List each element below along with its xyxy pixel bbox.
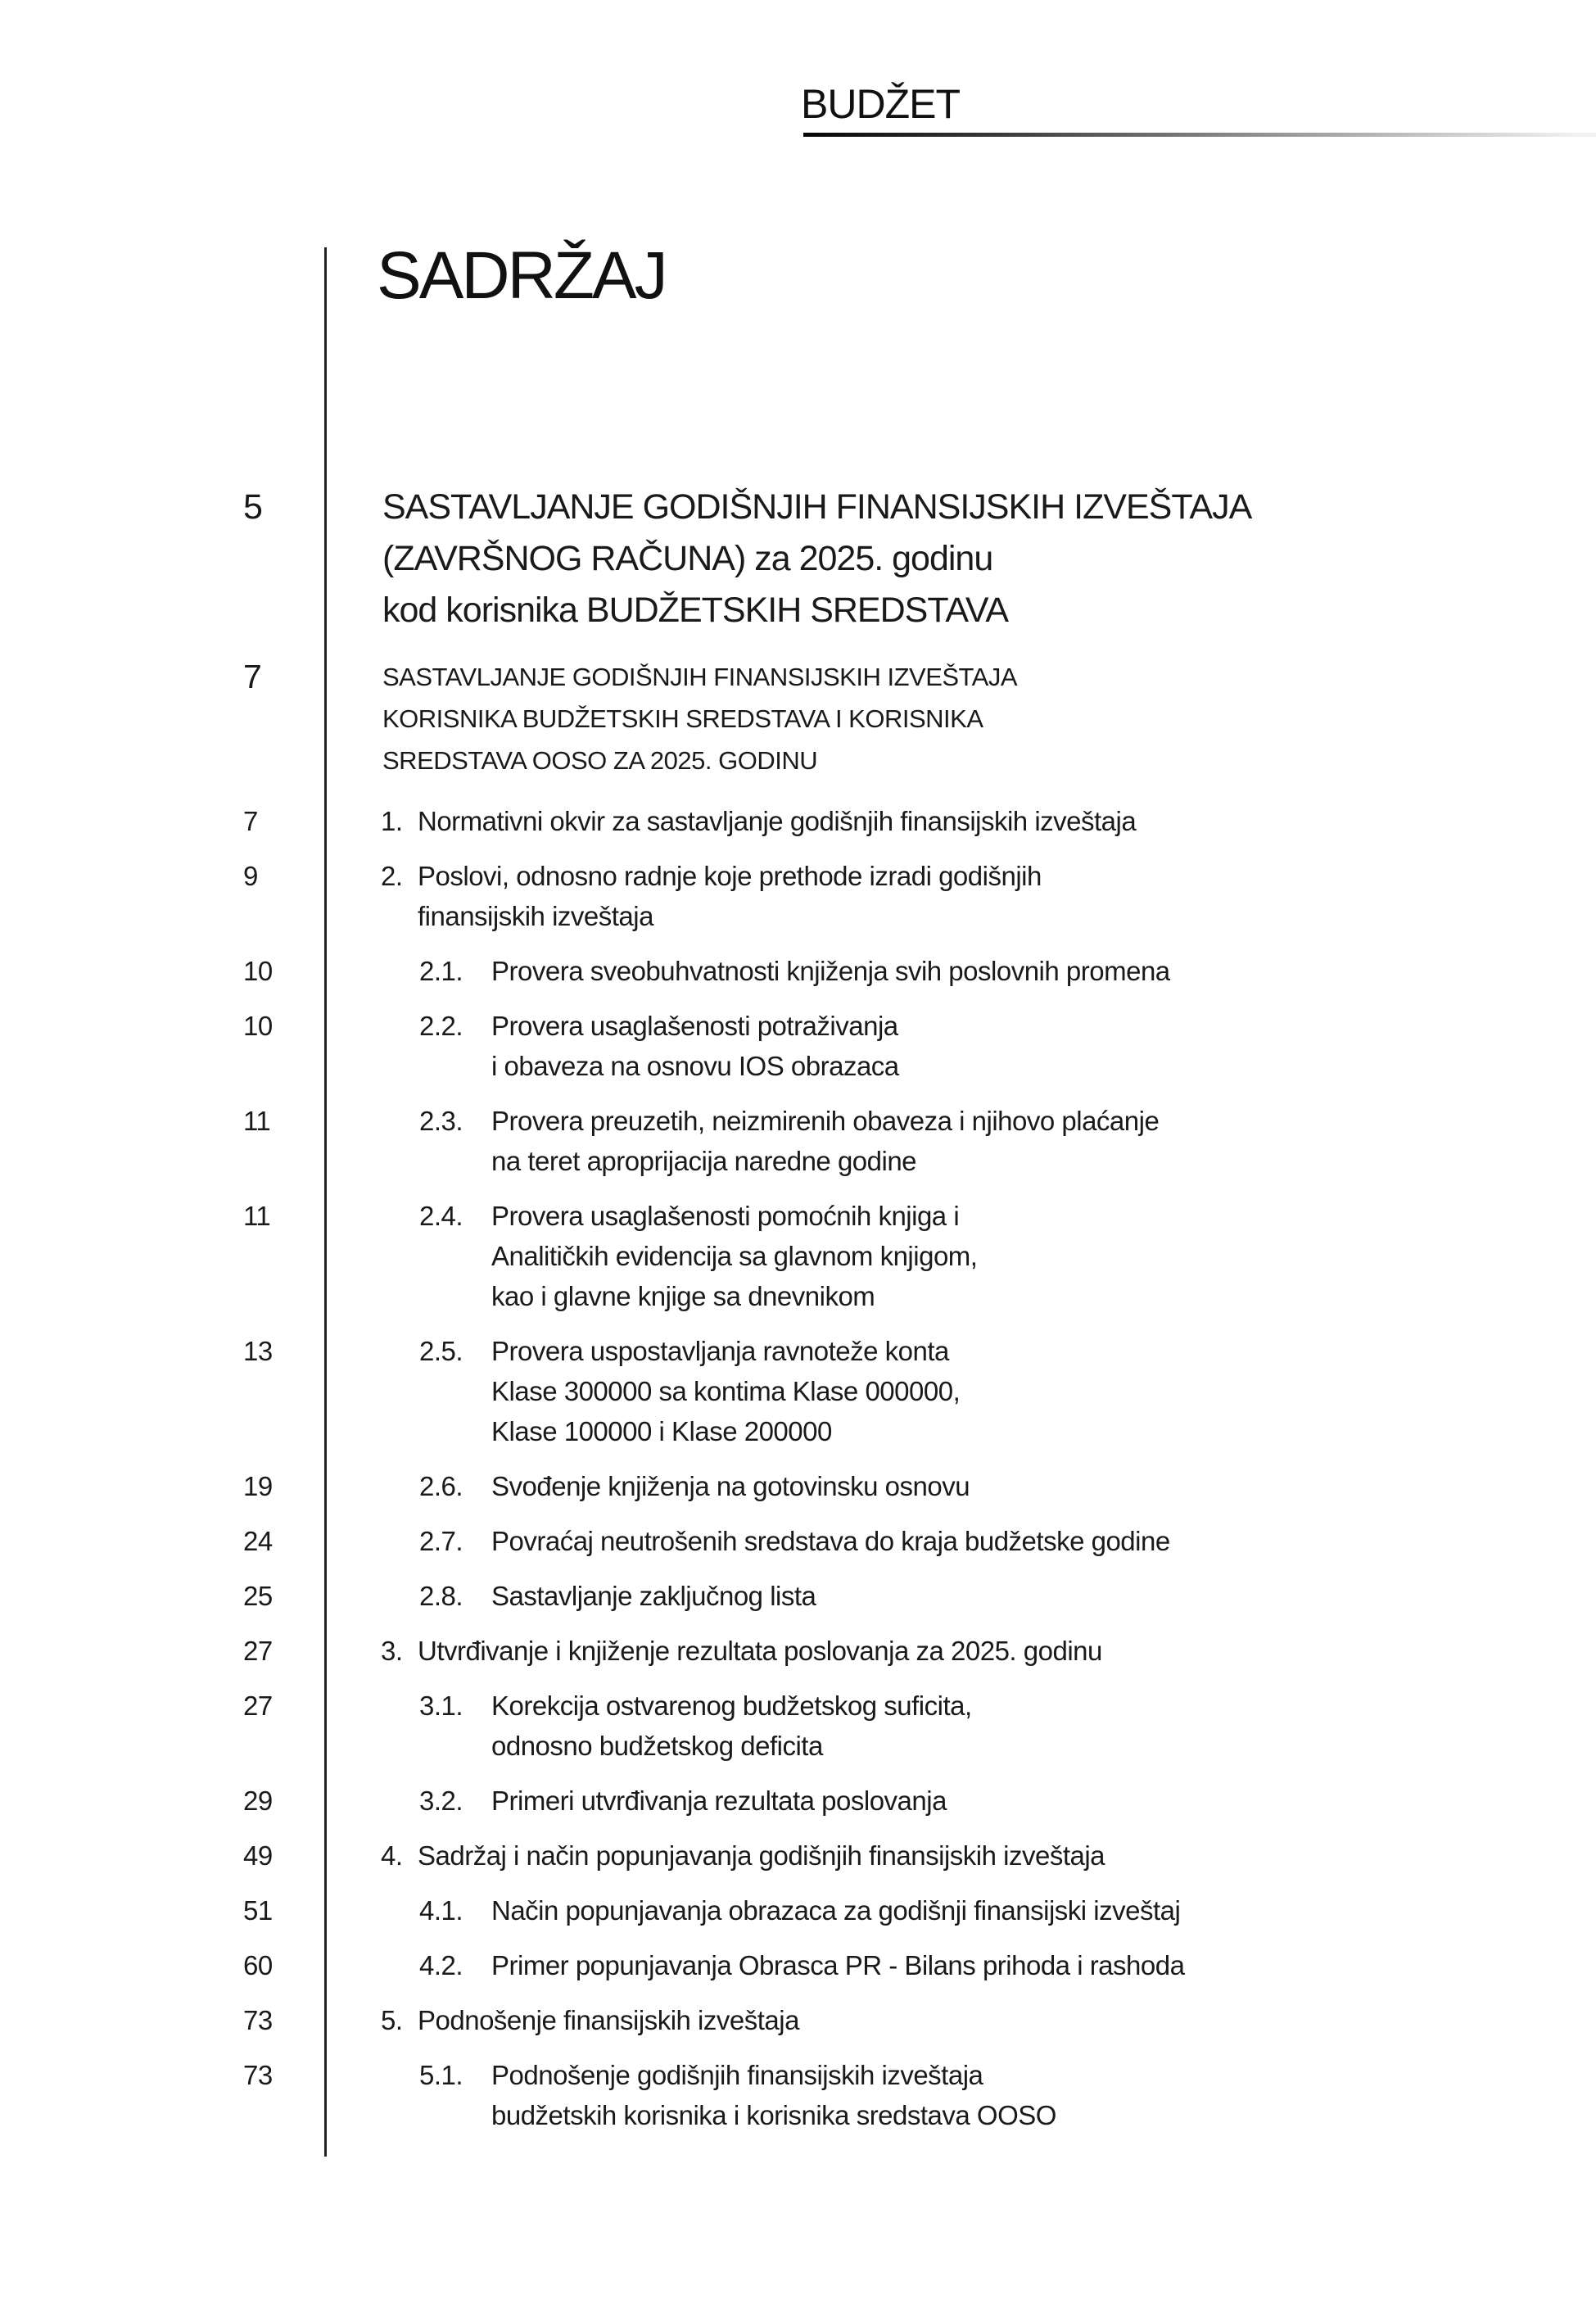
toc-page-number: 7 <box>243 806 258 836</box>
toc-entry <box>243 1521 1596 1561</box>
toc-entry-line: Provera preuzetih, neizmirenih obaveza i njihovo plaćanje <box>491 1106 1160 1136</box>
toc-entry-number: 3.2. <box>419 1786 463 1816</box>
toc-entry-number: 2.8. <box>419 1581 463 1611</box>
toc-entry-body <box>325 856 1042 936</box>
toc-entry-number: 3.1. <box>419 1691 463 1721</box>
toc-entry-line: budžetskih korisnika i korisnika sredstava OOSO <box>491 2100 1056 2130</box>
toc-entry-lines <box>491 1521 1170 1561</box>
journal-title: BUDŽET <box>801 81 960 127</box>
toc-entry-line: SREDSTAVA OOSO ZA 2025. GODINU <box>382 746 818 775</box>
toc-entry-line: Provera usaglašenosti potraživanja <box>491 1011 898 1041</box>
toc-entry-body <box>325 656 1017 781</box>
toc-entry-line: na teret aproprijacija naredne godine <box>491 1146 917 1176</box>
toc-page-number: 60 <box>243 1950 273 1980</box>
toc-entry-line: Podnošenje finansijskih izveštaja <box>418 2005 799 2035</box>
toc-entry-line: Klase 300000 sa kontima Klase 000000, <box>491 1376 961 1406</box>
toc-page-number: 24 <box>243 1526 273 1556</box>
toc-page-number: 11 <box>243 1106 271 1136</box>
toc-entry-lines <box>491 2055 1056 2135</box>
toc-entry-line: Analitičkih evidencija sa glavnom knjigom, <box>491 1241 978 1271</box>
toc-entry-line: KORISNIKA BUDŽETSKIH SREDSTAVA I KORISNIKA <box>382 704 983 733</box>
toc-entry-number: 4.1. <box>419 1895 463 1926</box>
toc-entry <box>243 1945 1596 1985</box>
toc-entry <box>243 2000 1596 2040</box>
toc-entry-lines <box>491 1945 1184 1985</box>
toc-page-number: 10 <box>243 956 273 986</box>
toc-entry-line: Provera uspostavljanja ravnoteže konta <box>491 1336 949 1366</box>
toc-entry <box>243 1781 1596 1821</box>
toc-entry <box>243 1101 1596 1181</box>
toc-entry <box>243 801 1596 841</box>
toc-entry-line: odnosno budžetskog deficita <box>491 1731 823 1761</box>
toc-page-number: 19 <box>243 1471 273 1501</box>
toc-entry-lines <box>418 856 1042 936</box>
toc-page-number: 27 <box>243 1636 273 1666</box>
toc-entry <box>243 1196 1596 1316</box>
toc-entry-lines <box>418 801 1136 841</box>
toc-entry-number: 2.5. <box>419 1336 463 1366</box>
toc-entry-body <box>325 1686 972 1766</box>
toc-page-number: 73 <box>243 2060 273 2090</box>
toc-entry <box>243 1006 1596 1086</box>
toc-entry-body <box>325 1835 1105 1876</box>
toc-entry-lines <box>491 1576 816 1616</box>
toc-entry-body <box>325 1331 960 1451</box>
toc-page-number: 10 <box>243 1011 273 1041</box>
toc-entry <box>243 1331 1596 1451</box>
toc-entry-lines <box>491 1686 972 1766</box>
toc-entry-lines <box>382 656 1017 781</box>
toc-entry-line: kod korisnika BUDŽETSKIH SREDSTAVA <box>382 591 1009 630</box>
toc-entry-line: Sadržaj i način popunjavanja godišnjih finansijskih izveštaja <box>418 1840 1105 1871</box>
header-rule <box>803 133 1596 137</box>
toc-page-number: 29 <box>243 1786 273 1816</box>
toc-page-number: 25 <box>243 1581 273 1611</box>
toc-entry-line: Utvrđivanje i knjiženje rezultata poslovanja za 2025. godinu <box>418 1636 1102 1666</box>
toc-entry-lines <box>491 1196 977 1316</box>
toc-entry-body <box>325 1576 816 1616</box>
toc-entry-number: 2.4. <box>419 1201 463 1231</box>
toc-entry-line: Klase 100000 i Klase 200000 <box>491 1416 832 1446</box>
toc-entry <box>243 1835 1596 1876</box>
toc-entry-line: Primeri utvrđivanja rezultata poslovanja <box>491 1786 947 1816</box>
toc-entry-body <box>325 1631 1102 1671</box>
toc-page-number: 9 <box>243 861 258 891</box>
toc-entry-body <box>325 1196 977 1316</box>
toc-entry-line: Poslovi, odnosno radnje koje prethode izradi godišnjih <box>418 861 1042 891</box>
toc-entry-body <box>325 2055 1056 2135</box>
toc-page-number: 73 <box>243 2005 273 2035</box>
toc-entry-line: Provera usaglašenosti pomoćnih knjiga i <box>491 1201 960 1231</box>
toc-entry <box>243 1576 1596 1616</box>
page-title: SADRŽAJ <box>377 238 666 313</box>
toc-page-number: 7 <box>243 658 262 695</box>
toc-entry-lines <box>491 1781 947 1821</box>
toc-entry-number: 2.7. <box>419 1526 463 1556</box>
toc-entry <box>243 1466 1596 1506</box>
toc-entry-number: 2.6. <box>419 1471 463 1501</box>
toc-entry-lines <box>418 1631 1102 1671</box>
toc-entry-line: Provera sveobuhvatnosti knjiženja svih poslovnih promena <box>491 956 1170 986</box>
toc-entry-line: Način popunjavanja obrazaca za godišnji finansijski izveštaj <box>491 1895 1181 1926</box>
toc-entry-line: Primer popunjavanja Obrasca PR - Bilans prihoda i rashoda <box>491 1950 1185 1980</box>
toc-entry-number: 4.2. <box>419 1950 463 1980</box>
toc-entry-body <box>325 1890 1180 1930</box>
toc-page-number: 13 <box>243 1336 273 1366</box>
toc-entry-number: 2.3. <box>419 1106 463 1136</box>
toc-entry <box>243 856 1596 936</box>
toc-entry-line: SASTAVLJANJE GODIŠNJIH FINANSIJSKIH IZVEŠTAJA <box>382 663 1018 691</box>
toc-entry-number: 4. <box>381 1840 403 1871</box>
toc-entry-number: 2.1. <box>419 956 463 986</box>
toc-entry <box>243 656 1596 781</box>
toc-entry-lines <box>491 1006 899 1086</box>
toc-entry-lines <box>491 1331 960 1451</box>
toc-entry-line: Korekcija ostvarenog budžetskog suficita, <box>491 1691 972 1721</box>
toc-entry-line: kao i glavne knjige sa dnevnikom <box>491 1281 875 1311</box>
toc-entry-body <box>325 1466 970 1506</box>
toc-entry <box>243 2055 1596 2135</box>
toc-entry-number: 2. <box>381 861 403 891</box>
toc-entry-body <box>325 801 1136 841</box>
toc-entries <box>0 482 1596 2150</box>
toc-entry-lines <box>491 1101 1159 1181</box>
toc-entry-body <box>325 2000 799 2040</box>
toc-entry-body <box>325 1006 899 1086</box>
toc-entry-number: 5. <box>381 2005 403 2035</box>
toc-page-number: 27 <box>243 1691 273 1721</box>
toc-entry-line: (ZAVRŠNOG RAČUNA) za 2025. godinu <box>382 539 993 578</box>
toc-entry-number: 1. <box>381 806 403 836</box>
toc-entry-line: Podnošenje godišnjih finansijskih izveštaja <box>491 2060 983 2090</box>
toc-entry-line: Sastavljanje zaključnog lista <box>491 1581 816 1611</box>
toc-entry-lines <box>418 2000 799 2040</box>
toc-entry-body <box>325 1781 947 1821</box>
toc-entry-body <box>325 1101 1159 1181</box>
toc-entry-lines <box>491 1466 970 1506</box>
toc-page-number: 49 <box>243 1840 273 1871</box>
toc-entry-lines <box>418 1835 1105 1876</box>
toc-page-number: 11 <box>243 1201 271 1231</box>
toc-entry-body <box>325 1945 1184 1985</box>
toc-entry-lines <box>382 482 1251 636</box>
toc-entry <box>243 1686 1596 1766</box>
toc-entry-line: Normativni okvir za sastavljanje godišnjih finansijskih izveštaja <box>418 806 1137 836</box>
toc-page-number: 5 <box>243 487 262 527</box>
toc-entry-number: 2.2. <box>419 1011 463 1041</box>
toc-entry-body <box>325 482 1251 636</box>
toc-entry-body <box>325 1521 1170 1561</box>
toc-entry-number: 3. <box>381 1636 403 1666</box>
toc-entry-lines <box>491 1890 1180 1930</box>
toc-entry-line: finansijskih izveštaja <box>418 901 653 931</box>
toc-entry-lines <box>491 951 1170 991</box>
toc-entry <box>243 1631 1596 1671</box>
toc-entry-line: i obaveza na osnovu IOS obrazaca <box>491 1051 899 1081</box>
toc-entry <box>243 482 1596 636</box>
toc-entry-body <box>325 951 1170 991</box>
toc-page-number: 51 <box>243 1895 273 1926</box>
toc-entry <box>243 1890 1596 1930</box>
toc-entry <box>243 951 1596 991</box>
toc-entry-number: 5.1. <box>419 2060 463 2090</box>
toc-entry-line: SASTAVLJANJE GODIŠNJIH FINANSIJSKIH IZVEŠTAJA <box>382 487 1252 527</box>
toc-entry-line: Svođenje knjiženja na gotovinsku osnovu <box>491 1471 970 1501</box>
toc-entry-line: Povraćaj neutrošenih sredstava do kraja budžetske godine <box>491 1526 1170 1556</box>
